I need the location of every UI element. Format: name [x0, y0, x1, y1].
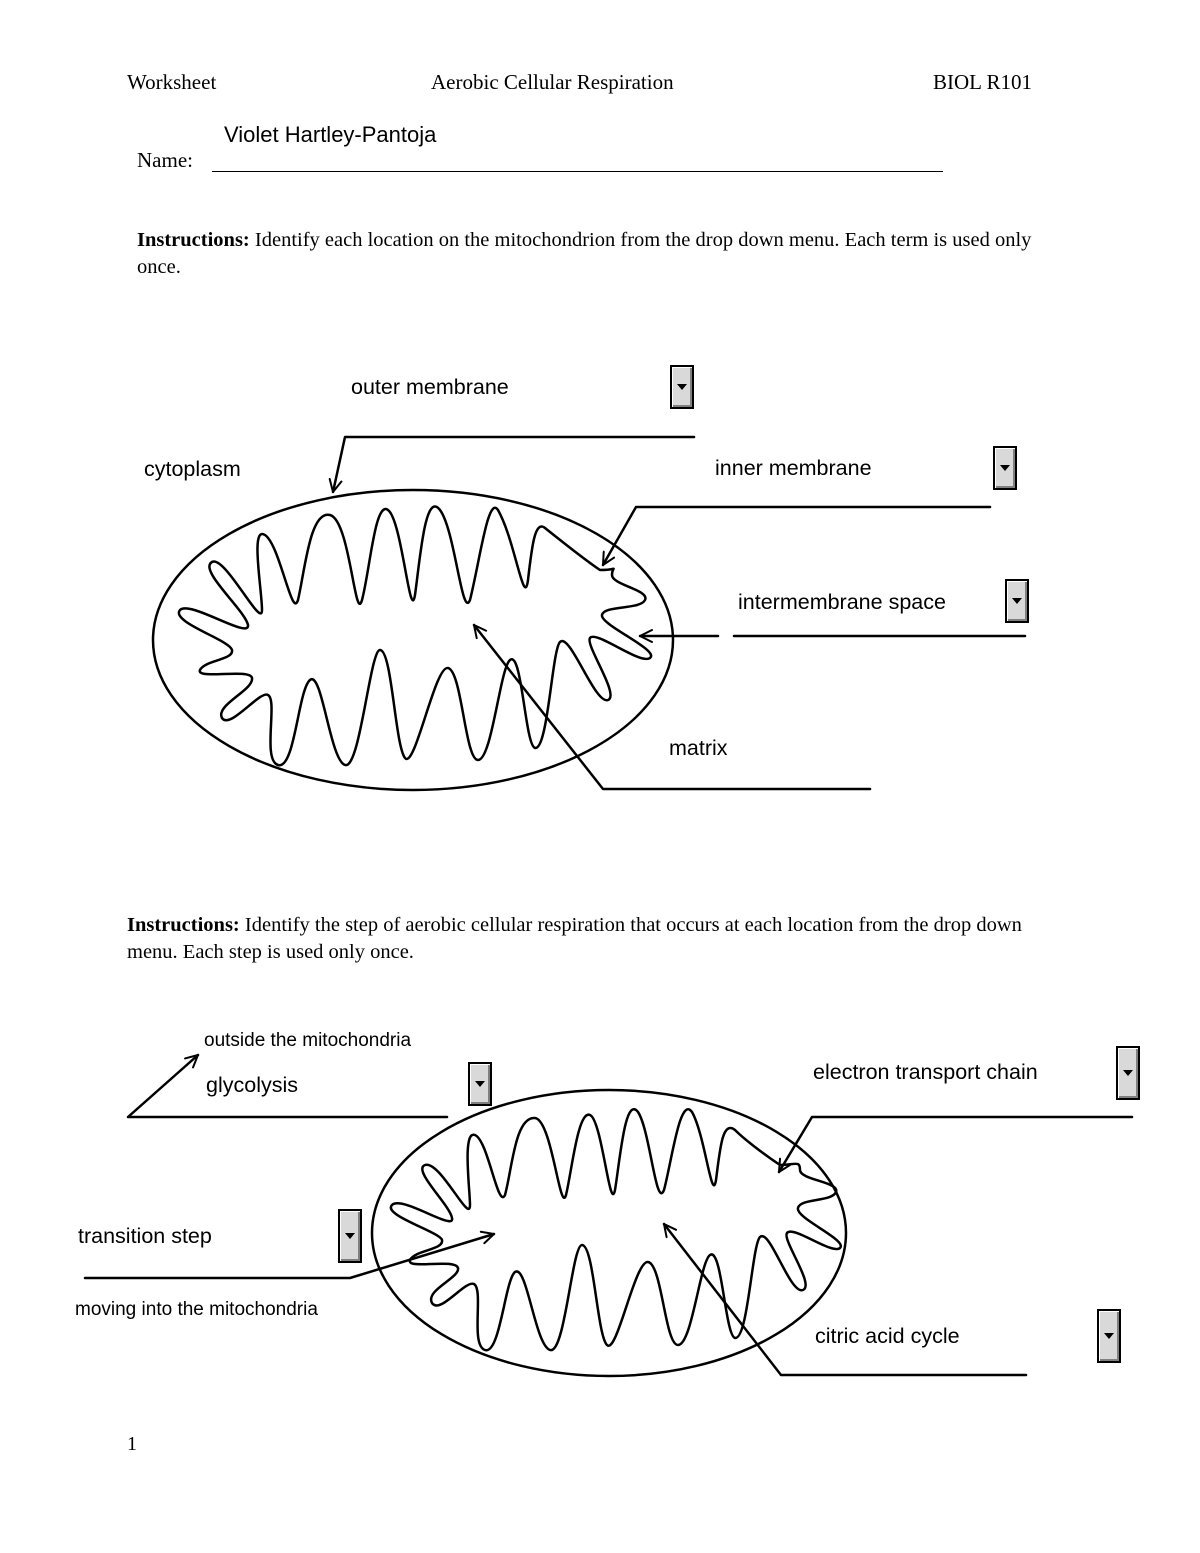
header-worksheet: Worksheet	[127, 70, 217, 94]
answer-inner-membrane: inner membrane	[715, 456, 872, 480]
instructions-1-label: Instructions:	[137, 229, 250, 251]
answer-outer-membrane: outer membrane	[351, 375, 509, 399]
leader-electron-transport-chain	[779, 1117, 1132, 1172]
inner-membrane-1	[179, 506, 651, 765]
answer-intermembrane-space: intermembrane space	[738, 590, 946, 614]
answer-matrix: matrix	[669, 736, 728, 760]
cytoplasm-label: cytoplasm	[144, 457, 241, 481]
leader-inner-membrane	[603, 507, 990, 565]
page-number: 1	[127, 1433, 137, 1455]
header-title: Aerobic Cellular Respiration	[431, 70, 674, 94]
header-course: BIOL R101	[933, 70, 1032, 94]
answer-transition-step: transition step	[78, 1224, 212, 1248]
outer-membrane-2	[372, 1090, 846, 1376]
instructions-2-text: Identify the step of aerobic cellular respiration that occurs at each location from the drop down menu. Each step is used only once.	[127, 914, 1022, 963]
name-label: Name:	[137, 148, 193, 172]
name-field[interactable]: Violet Hartley-Pantoja	[224, 122, 437, 147]
outer-membrane-1	[153, 490, 673, 790]
mitochondrion-2	[85, 1055, 1132, 1376]
leader-outer-membrane	[333, 437, 694, 492]
instructions-2-label: Instructions:	[127, 914, 240, 936]
instructions-1-text: Identify each location on the mitochondrion from the drop down menu. Each term is used only once.	[137, 229, 1032, 278]
moving-into-mitochondria-label: moving into the mitochondria	[75, 1299, 318, 1320]
leader-transition-step	[85, 1234, 494, 1278]
leader-glycolysis	[128, 1055, 447, 1117]
mitochondrion-1	[153, 437, 1025, 790]
answer-electron-transport-chain: electron transport chain	[813, 1060, 1038, 1084]
inner-membrane-2	[391, 1109, 841, 1350]
answer-glycolysis: glycolysis	[206, 1073, 298, 1097]
outside-mitochondria-label: outside the mitochondria	[204, 1030, 412, 1051]
answer-citric-acid-cycle: citric acid cycle	[815, 1324, 960, 1348]
